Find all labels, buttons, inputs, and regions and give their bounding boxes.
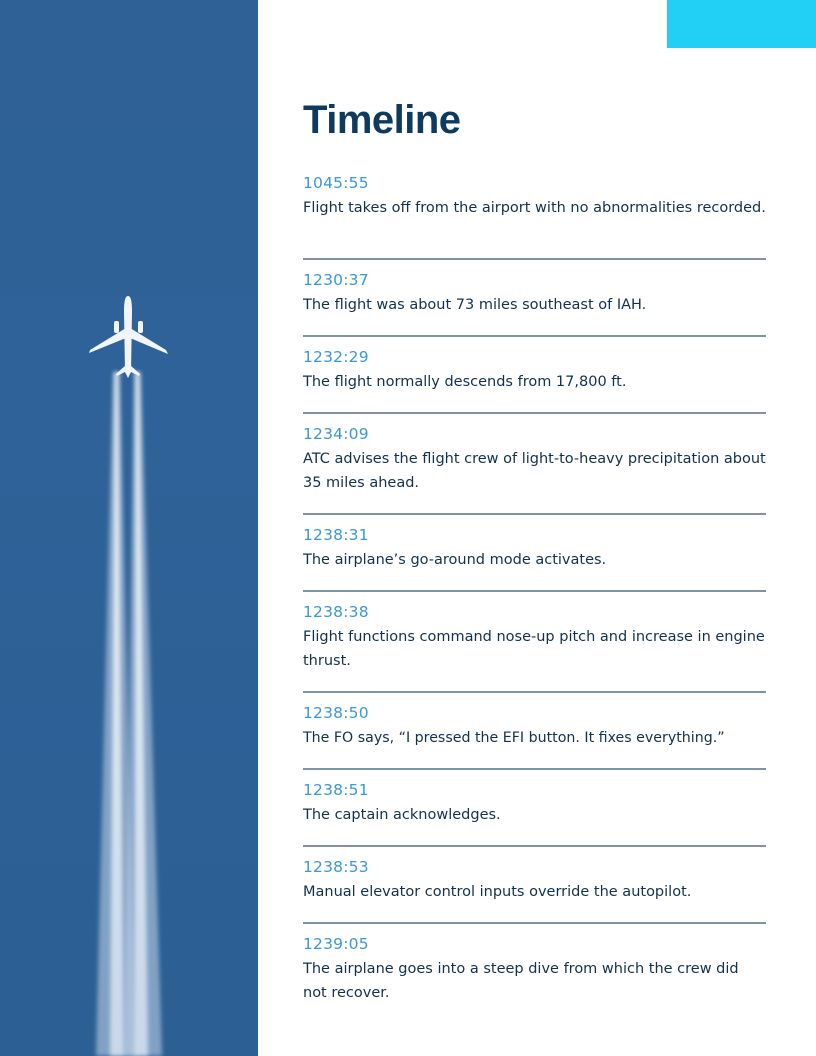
entry-time: 1238:31 (303, 526, 369, 544)
entry-text: Flight functions command nose-up pitch and increase in engine thrust. (303, 629, 765, 669)
entry-text: ATC advises the flight crew of light-to-heavy precipitation about 35 miles ahead. (303, 451, 766, 491)
timeline-entry (303, 172, 766, 260)
timeline-section (303, 96, 766, 1005)
airplane-contrail-photo (0, 0, 258, 1056)
entry-time: 1239:05 (303, 935, 369, 953)
timeline-entry (303, 847, 766, 924)
page-title: Timeline (303, 98, 461, 142)
entry-text: The airplane goes into a steep dive from which the crew did not recover. (303, 961, 739, 1001)
entry-time: 1232:29 (303, 348, 369, 366)
timeline-entry (303, 414, 766, 515)
timeline-entry (303, 592, 766, 693)
entry-text: The flight was about 73 miles southeast of IAH. (303, 297, 647, 313)
timeline-entry (303, 260, 766, 337)
entry-time: 1238:53 (303, 858, 369, 876)
entry-text: The captain acknowledges. (303, 807, 501, 823)
timeline-entry (303, 337, 766, 414)
entry-time: 1238:38 (303, 603, 369, 621)
entry-time: 1238:50 (303, 704, 369, 722)
timeline-list (303, 172, 766, 1005)
airplane-icon (0, 0, 258, 1056)
entry-time: 1238:51 (303, 781, 369, 799)
timeline-entry (303, 693, 766, 770)
timeline-entry (303, 770, 766, 847)
timeline-entry (303, 924, 766, 1005)
entry-text: The FO says, “I pressed the EFI button. It fixes everything.” (303, 730, 725, 746)
entry-time: 1230:37 (303, 271, 369, 289)
entry-text: The flight normally descends from 17,800 ft. (303, 374, 627, 390)
entry-time: 1045:55 (303, 174, 369, 192)
accent-block (667, 0, 816, 48)
entry-text: Manual elevator control inputs override the autopilot. (303, 884, 692, 900)
entry-text: The airplane’s go-around mode activates. (303, 552, 607, 568)
entry-time: 1234:09 (303, 425, 369, 443)
timeline-entry (303, 515, 766, 592)
entry-text: Flight takes off from the airport with no abnormalities recorded. (303, 200, 766, 216)
